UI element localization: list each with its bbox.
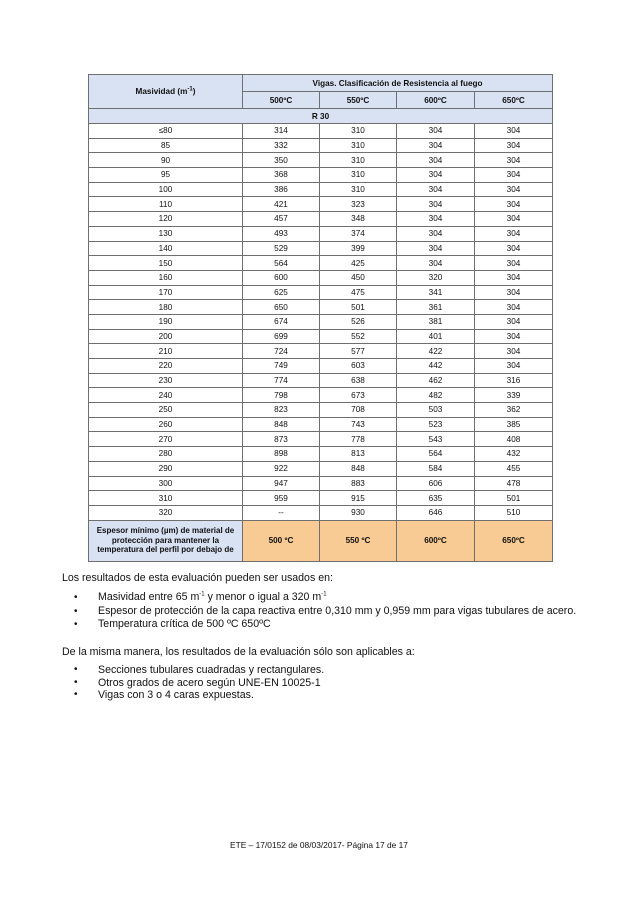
thickness-cell: 457 bbox=[243, 212, 320, 227]
masividad-cell: 240 bbox=[89, 388, 243, 403]
masividad-cell: 280 bbox=[89, 447, 243, 462]
thickness-cell: 332 bbox=[243, 138, 320, 153]
thickness-cell: 603 bbox=[320, 359, 397, 374]
masividad-cell: 270 bbox=[89, 432, 243, 447]
footer-temp: 500 ºC bbox=[243, 520, 320, 561]
thickness-cell: 310 bbox=[320, 168, 397, 183]
thickness-cell: 304 bbox=[397, 256, 475, 271]
masividad-cell: 85 bbox=[89, 138, 243, 153]
masividad-cell: 210 bbox=[89, 344, 243, 359]
thickness-cell: 432 bbox=[475, 447, 553, 462]
thickness-cell: 883 bbox=[320, 476, 397, 491]
table-row bbox=[89, 432, 553, 447]
masividad-cell: 250 bbox=[89, 403, 243, 418]
header-group: Vigas. Clasificación de Resistencia al fuego bbox=[243, 75, 553, 92]
masividad-cell: 110 bbox=[89, 197, 243, 212]
masividad-cell: 130 bbox=[89, 226, 243, 241]
thickness-cell: 625 bbox=[243, 285, 320, 300]
table-row bbox=[89, 153, 553, 168]
thickness-cell: 442 bbox=[397, 359, 475, 374]
list-item-text: Secciones tubulares cuadradas y rectangulares. bbox=[98, 664, 325, 676]
thickness-cell: 314 bbox=[243, 124, 320, 139]
thickness-cell: 606 bbox=[397, 476, 475, 491]
thickness-cell: 304 bbox=[475, 138, 553, 153]
masividad-cell: 150 bbox=[89, 256, 243, 271]
table-row bbox=[89, 403, 553, 418]
thickness-cell: 635 bbox=[397, 491, 475, 506]
superscript: -1 bbox=[199, 591, 205, 598]
thickness-cell: 455 bbox=[475, 461, 553, 476]
thickness-cell: 304 bbox=[475, 270, 553, 285]
thickness-cell: 304 bbox=[397, 241, 475, 256]
thickness-cell: 798 bbox=[243, 388, 320, 403]
thickness-cell: 339 bbox=[475, 388, 553, 403]
masividad-cell: 140 bbox=[89, 241, 243, 256]
footer-temp: 650ºC bbox=[475, 520, 553, 561]
intro-paragraph-1: Los resultados de esta evaluación pueden ser usados en: bbox=[62, 572, 333, 584]
thickness-cell: 947 bbox=[243, 476, 320, 491]
table-row bbox=[89, 314, 553, 329]
thickness-cell: 959 bbox=[243, 491, 320, 506]
thickness-cell: 543 bbox=[397, 432, 475, 447]
thickness-cell: 304 bbox=[397, 124, 475, 139]
list-item bbox=[62, 591, 602, 605]
table-row bbox=[89, 447, 553, 462]
thickness-cell: 385 bbox=[475, 417, 553, 432]
list-item bbox=[62, 605, 602, 619]
table-footer-row bbox=[89, 520, 553, 561]
thickness-cell: 350 bbox=[243, 153, 320, 168]
table-row bbox=[89, 373, 553, 388]
thickness-cell: 304 bbox=[397, 197, 475, 212]
thickness-cell: 482 bbox=[397, 388, 475, 403]
thickness-cell: 310 bbox=[320, 124, 397, 139]
masividad-cell: 290 bbox=[89, 461, 243, 476]
thickness-cell: 304 bbox=[475, 359, 553, 374]
thickness-cell: 374 bbox=[320, 226, 397, 241]
thickness-cell: 408 bbox=[475, 432, 553, 447]
thickness-cell: 774 bbox=[243, 373, 320, 388]
list-item bbox=[62, 689, 602, 702]
thickness-cell: 674 bbox=[243, 314, 320, 329]
list-item-text: Masividad entre 65 m bbox=[98, 591, 200, 603]
thickness-cell: 577 bbox=[320, 344, 397, 359]
masividad-cell: 200 bbox=[89, 329, 243, 344]
thickness-cell: 304 bbox=[475, 241, 553, 256]
list-item-text: Espesor de protección de la capa reactiva entre 0,310 mm y 0,959 mm para vigas tubulares de acero. bbox=[98, 604, 577, 617]
table-row bbox=[89, 461, 553, 476]
thickness-cell: 475 bbox=[320, 285, 397, 300]
masividad-cell: 260 bbox=[89, 417, 243, 432]
thickness-cell: 362 bbox=[475, 403, 553, 418]
thickness-cell: 478 bbox=[475, 476, 553, 491]
thickness-cell: 310 bbox=[320, 138, 397, 153]
thickness-cell: 930 bbox=[320, 505, 397, 520]
thickness-cell: 304 bbox=[475, 256, 553, 271]
thickness-cell: 813 bbox=[320, 447, 397, 462]
thickness-cell: 361 bbox=[397, 300, 475, 315]
thickness-cell: 848 bbox=[320, 461, 397, 476]
masividad-cell: 220 bbox=[89, 359, 243, 374]
thickness-cell: -- bbox=[243, 505, 320, 520]
thickness-cell: 724 bbox=[243, 344, 320, 359]
thickness-cell: 304 bbox=[397, 153, 475, 168]
masividad-cell: 320 bbox=[89, 505, 243, 520]
table-row bbox=[89, 168, 553, 183]
thickness-cell: 304 bbox=[397, 226, 475, 241]
thickness-cell: 304 bbox=[475, 153, 553, 168]
intro-paragraph-2: De la misma manera, los resultados de la evaluación sólo son aplicables a: bbox=[62, 646, 415, 658]
bullet-icon: • bbox=[74, 664, 78, 675]
masividad-cell: 100 bbox=[89, 182, 243, 197]
table-row bbox=[89, 270, 553, 285]
table-row bbox=[89, 359, 553, 374]
thickness-cell: 304 bbox=[475, 182, 553, 197]
masividad-cell: 90 bbox=[89, 153, 243, 168]
table-row bbox=[89, 212, 553, 227]
superscript: -1 bbox=[321, 591, 327, 598]
thickness-cell: 348 bbox=[320, 212, 397, 227]
thickness-cell: 304 bbox=[397, 212, 475, 227]
masividad-cell: 300 bbox=[89, 476, 243, 491]
header-temp: 600ºC bbox=[397, 92, 475, 109]
list-item-text: y menor o igual a 320 m bbox=[204, 591, 322, 603]
list-item bbox=[62, 618, 602, 632]
thickness-cell: 584 bbox=[397, 461, 475, 476]
thickness-cell: 304 bbox=[475, 168, 553, 183]
thickness-cell: 425 bbox=[320, 256, 397, 271]
thickness-cell: 320 bbox=[397, 270, 475, 285]
thickness-cell: 323 bbox=[320, 197, 397, 212]
thickness-cell: 310 bbox=[320, 153, 397, 168]
list-item bbox=[62, 664, 602, 677]
thickness-cell: 304 bbox=[475, 226, 553, 241]
bullet-icon: • bbox=[74, 676, 78, 688]
table-row bbox=[89, 124, 553, 139]
table-row bbox=[89, 300, 553, 315]
table-row bbox=[89, 505, 553, 520]
thickness-cell: 708 bbox=[320, 403, 397, 418]
masividad-cell: 170 bbox=[89, 285, 243, 300]
table-row bbox=[89, 226, 553, 241]
thickness-cell: 304 bbox=[397, 138, 475, 153]
masividad-cell: 95 bbox=[89, 168, 243, 183]
thickness-cell: 564 bbox=[243, 256, 320, 271]
header-r30: R 30 bbox=[89, 109, 553, 124]
table-row bbox=[89, 182, 553, 197]
thickness-cell: 501 bbox=[320, 300, 397, 315]
thickness-cell: 523 bbox=[397, 417, 475, 432]
thickness-cell: 848 bbox=[243, 417, 320, 432]
thickness-cell: 316 bbox=[475, 373, 553, 388]
header-temp: 650ºC bbox=[475, 92, 553, 109]
thickness-cell: 304 bbox=[475, 124, 553, 139]
thickness-cell: 529 bbox=[243, 241, 320, 256]
table-row bbox=[89, 241, 553, 256]
thickness-cell: 304 bbox=[475, 344, 553, 359]
thickness-cell: 823 bbox=[243, 403, 320, 418]
masividad-cell: 190 bbox=[89, 314, 243, 329]
thickness-cell: 310 bbox=[320, 182, 397, 197]
thickness-cell: 386 bbox=[243, 182, 320, 197]
thickness-cell: 915 bbox=[320, 491, 397, 506]
masividad-cell: ≤80 bbox=[89, 124, 243, 139]
thickness-cell: 304 bbox=[475, 300, 553, 315]
thickness-cell: 650 bbox=[243, 300, 320, 315]
bullet-icon: • bbox=[74, 689, 78, 700]
usage-list bbox=[62, 591, 602, 632]
table-row bbox=[89, 197, 553, 212]
list-item-text: Vigas con 3 o 4 caras expuestas. bbox=[98, 689, 254, 701]
masividad-cell: 160 bbox=[89, 270, 243, 285]
masividad-cell: 230 bbox=[89, 373, 243, 388]
fire-resistance-table bbox=[88, 74, 553, 562]
thickness-cell: 304 bbox=[475, 212, 553, 227]
thickness-cell: 304 bbox=[475, 197, 553, 212]
thickness-cell: 304 bbox=[397, 168, 475, 183]
bullet-icon: • bbox=[74, 619, 78, 630]
list-item-text: Otros grados de acero según UNE-EN 10025-1 bbox=[98, 676, 321, 689]
masividad-cell: 120 bbox=[89, 212, 243, 227]
thickness-cell: 462 bbox=[397, 373, 475, 388]
header-temp: 550ºC bbox=[320, 92, 397, 109]
masividad-cell: 310 bbox=[89, 491, 243, 506]
thickness-cell: 699 bbox=[243, 329, 320, 344]
thickness-cell: 450 bbox=[320, 270, 397, 285]
table-row bbox=[89, 491, 553, 506]
thickness-cell: 743 bbox=[320, 417, 397, 432]
thickness-cell: 510 bbox=[475, 505, 553, 520]
thickness-cell: 368 bbox=[243, 168, 320, 183]
thickness-cell: 503 bbox=[397, 403, 475, 418]
thickness-cell: 304 bbox=[475, 329, 553, 344]
thickness-cell: 304 bbox=[475, 285, 553, 300]
table-row bbox=[89, 285, 553, 300]
thickness-cell: 564 bbox=[397, 447, 475, 462]
header-temp: 500ºC bbox=[243, 92, 320, 109]
thickness-cell: 304 bbox=[397, 182, 475, 197]
footer-label: Espesor mínimo (µm) de material de protección para mantener la temperatura del perfil por debajo de bbox=[89, 520, 243, 561]
table-row bbox=[89, 256, 553, 271]
list-item-text: Temperatura crítica de 500 ºC 650ºC bbox=[98, 618, 271, 630]
table-body bbox=[89, 124, 553, 521]
table-row bbox=[89, 329, 553, 344]
header-masividad: Masividad $(m^{-1})$ bbox=[89, 75, 243, 109]
bullet-icon: • bbox=[74, 605, 78, 617]
thickness-cell: 399 bbox=[320, 241, 397, 256]
thickness-cell: 600 bbox=[243, 270, 320, 285]
thickness-cell: 401 bbox=[397, 329, 475, 344]
page-footer: ETE – 17/0152 de 08/03/2017- Página 17 de 17 bbox=[230, 840, 408, 850]
thickness-cell: 638 bbox=[320, 373, 397, 388]
thickness-cell: 341 bbox=[397, 285, 475, 300]
table-row bbox=[89, 388, 553, 403]
thickness-cell: 778 bbox=[320, 432, 397, 447]
bullet-icon: • bbox=[74, 592, 78, 603]
thickness-cell: 304 bbox=[475, 314, 553, 329]
thickness-cell: 922 bbox=[243, 461, 320, 476]
thickness-cell: 501 bbox=[475, 491, 553, 506]
thickness-cell: 526 bbox=[320, 314, 397, 329]
applicability-list bbox=[62, 664, 602, 702]
thickness-cell: 381 bbox=[397, 314, 475, 329]
thickness-cell: 421 bbox=[243, 197, 320, 212]
thickness-cell: 422 bbox=[397, 344, 475, 359]
thickness-cell: 552 bbox=[320, 329, 397, 344]
table-row bbox=[89, 344, 553, 359]
list-item bbox=[62, 677, 602, 690]
footer-temp: 550 ºC bbox=[320, 520, 397, 561]
thickness-cell: 493 bbox=[243, 226, 320, 241]
thickness-cell: 749 bbox=[243, 359, 320, 374]
table-row bbox=[89, 138, 553, 153]
thickness-cell: 873 bbox=[243, 432, 320, 447]
table-row bbox=[89, 476, 553, 491]
masividad-cell: 180 bbox=[89, 300, 243, 315]
footer-temp: 600ºC bbox=[397, 520, 475, 561]
thickness-cell: 673 bbox=[320, 388, 397, 403]
thickness-cell: 646 bbox=[397, 505, 475, 520]
thickness-cell: 898 bbox=[243, 447, 320, 462]
table-row bbox=[89, 417, 553, 432]
